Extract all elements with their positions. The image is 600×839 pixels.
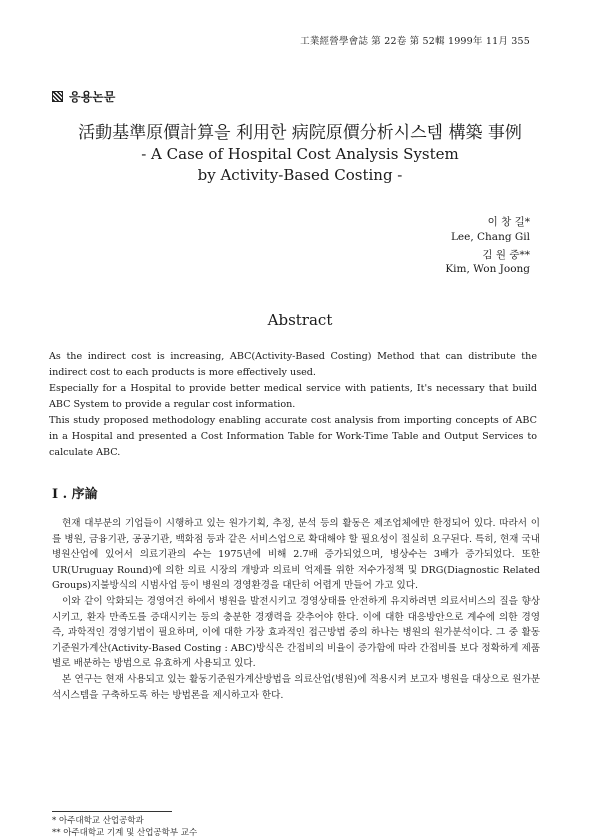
abstract-paragraph: As the indirect cost is increasing, ABC(Activity-Based Costing) Method that can distribute the indirect cost to each products is more effectively used. [49, 351, 537, 378]
body-paragraph: 본 연구는 현재 사용되고 있는 활동기준원가계산방법을 의료산업(병원)에 적용시켜 보고자 병원을 대상으로 원가분석시스템을 구축하도록 하는 방법론을 제시하고자 한다. [52, 673, 540, 701]
body-paragraph: 이와 같이 악화되는 경영여건 하에서 병원을 발전시키고 경영상태를 안전하게 유지하려면 의료서비스의 질을 향상시키고, 환자 만족도를 증대시키는 등의 충분한 경쟁력을 갖추어야 한다. 이에 대한 대응방안으로 계수에 의한 경영 즉, 과학적인 경영기법이 필요하며, 이에 대한 가장 효과적인 접근방법 중의 하나는 병원의 원가분석이다. 그 중 활동기준원가계산(Activity-Based Costing : ABC)방식은 간접비의 비율이 증가함에 따라 간접비를 보다 정확하게 제품별로 배분하는 방법으로 유효하게 사용되고 있다. [52, 595, 540, 670]
body-paragraph: 현재 대부분의 기업들이 시행하고 있는 원가기획, 추정, 분석 등의 활동은 제조업체에만 한정되어 있다. 따라서 이를 병원, 금융기관, 공공기관, 백화점 등과 같은 서비스업으로 확대해야 할 필요성이 절실히 요구된다. 특히, 현재 국내 병원산업에 있어서 의료기관의 수는 1975년에 비해 2.7배 증가되었으며, 병상수는 3배가 증가되었다. 또한 UR(Uruguay Round)에 의한 의료 시장의 개방과 의료비 억제를 위한 저수가정책 및 DRG(Diagnostic Related Groups)지불방식의 시범사업 등이 병원의 경영환경을 대단히 어렵게 만들어 가고 있다. [52, 518, 540, 592]
footnote-2: ** 아주대학교 기계 및 산업공학부 교수 [52, 828, 198, 838]
abstract-paragraph: This study proposed methodology enabling accurate cost analysis from importing concepts of ABC in a Hospital and presented a Cost Information Table for Work-Time Table and Output Services to calculate ABC. [49, 415, 537, 458]
body-text [52, 516, 540, 703]
running-header: 工業經營學會誌 第 22卷 第 52輯 1999年 11月 355 [300, 36, 530, 47]
author-2-english: Kim, Won Joong [445, 263, 530, 275]
section-heading: I . 序論 [52, 487, 98, 502]
abstract-heading: Abstract [267, 311, 333, 329]
title-english-line2: by Activity-Based Costing - [197, 166, 403, 184]
section-tag [52, 88, 115, 105]
footnote-divider [52, 811, 172, 812]
author-2-korean: 김 원 중** [482, 249, 530, 261]
author-1-english: Lee, Chang Gil [450, 231, 530, 243]
title-korean: 活動基準原價計算을 利用한 病院原價分析시스템 構築 事例 [78, 123, 522, 143]
title-english-line1: - A Case of Hospital Cost Analysis System [141, 145, 459, 163]
hatched-square-icon [52, 91, 63, 102]
footnote-1: * 아주대학교 산업공학과 [52, 816, 144, 826]
section-tag-label: 응용논문 [69, 90, 116, 104]
abstract-paragraph: Especially for a Hospital to provide better medical service with patients, It's necessary that build ABC System to provide a regular cost information. [49, 383, 537, 410]
author-1-korean: 이 창 길* [487, 216, 530, 228]
abstract-body [49, 349, 537, 461]
